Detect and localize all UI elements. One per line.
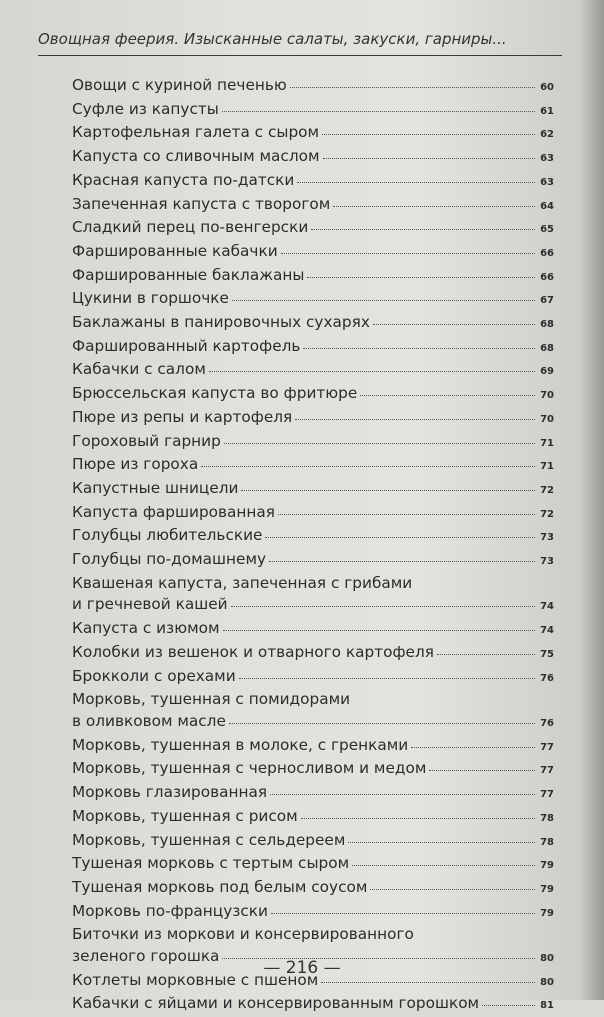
toc-entry-page: 75: [540, 648, 554, 660]
toc-entry-row: [72, 806, 554, 830]
dot-leader: [224, 443, 535, 444]
toc-entry: [72, 194, 554, 218]
toc-entry: [72, 642, 554, 666]
toc-entry-row: [72, 901, 554, 925]
toc-entry-title: Капустные шницели: [72, 478, 239, 497]
dot-leader: [429, 770, 535, 771]
toc-entry-row: [72, 830, 554, 854]
dot-leader: [437, 654, 535, 655]
toc-entry-title: Кабачки с салом: [72, 360, 206, 379]
toc-entry-title: Капуста фаршированная: [72, 502, 275, 521]
toc-entry: [72, 853, 554, 877]
toc-entry: [72, 758, 554, 782]
toc-entry-page: 63: [540, 153, 554, 165]
toc-entry-title-line: Квашеная капуста, запеченная с грибами: [72, 573, 413, 592]
toc-entry: [72, 359, 554, 383]
toc-entry: [72, 618, 554, 642]
dot-leader: [281, 253, 535, 254]
dot-leader: [271, 913, 535, 914]
toc-entry-row: [72, 359, 554, 383]
toc-entry-row: [72, 594, 554, 618]
toc-entry-title: Кабачки с яйцами и консервированным горошком: [72, 994, 480, 1013]
toc-entry-page: 66: [540, 271, 554, 283]
dot-leader: [241, 490, 535, 491]
dot-leader: [269, 561, 535, 562]
toc-entry: [72, 407, 554, 431]
toc-entry: [72, 431, 554, 455]
toc-entry-page: 62: [540, 129, 554, 141]
dot-leader: [222, 111, 535, 112]
toc-entry-row: [72, 407, 554, 431]
toc-entry-page: 78: [540, 812, 554, 824]
toc-entry: [72, 901, 554, 925]
toc-entry-title: Колобки из вешенок и отварного картофеля: [72, 642, 434, 661]
toc-entry-row: [72, 99, 554, 123]
toc-entry-page: 72: [540, 484, 554, 496]
toc-entry-title: Фаршированный картофель: [72, 336, 301, 355]
dot-leader: [323, 158, 536, 159]
toc-entry-page: 73: [540, 532, 554, 544]
toc-entry-row: [72, 383, 554, 407]
toc-entry-title: Пюре из репы и картофеля: [72, 407, 293, 426]
dot-leader: [295, 419, 535, 420]
dot-leader: [297, 182, 535, 183]
dot-leader: [352, 865, 535, 866]
dot-leader: [411, 747, 535, 748]
dot-leader: [229, 723, 535, 724]
toc-entry-title: Голубцы по-домашнему: [72, 550, 267, 569]
toc-entry: [72, 99, 554, 123]
toc-entry-row: [72, 735, 554, 759]
toc-entry-title: Фаршированные кабачки: [72, 241, 278, 260]
toc-entry-page: 74: [540, 601, 554, 613]
toc-entry-page: 68: [540, 319, 554, 331]
dot-leader: [270, 794, 535, 795]
toc-entry-title: Брюссельская капуста во фритюре: [72, 384, 358, 403]
toc-entry: [72, 689, 554, 734]
toc-entry-title: Запеченная капуста с творогом: [72, 194, 331, 213]
dot-leader: [333, 206, 535, 207]
toc-entry-page: 77: [540, 741, 554, 753]
toc-entry: [72, 525, 554, 549]
toc-entry-page: 72: [540, 508, 554, 520]
toc-entry-title: Брокколи с орехами: [72, 666, 236, 685]
dot-leader: [303, 348, 535, 349]
dot-leader: [360, 395, 535, 396]
toc-entry: [72, 877, 554, 901]
toc-entry-page: 71: [540, 437, 554, 449]
dot-leader: [311, 229, 535, 230]
toc-entry: [72, 312, 554, 336]
toc-entry-page: 76: [540, 717, 554, 729]
toc-entry: [72, 288, 554, 312]
toc-entry-row: [72, 711, 554, 735]
dot-leader: [265, 537, 535, 538]
dot-leader: [239, 678, 535, 679]
toc-entry-row: [72, 782, 554, 806]
dot-leader: [370, 889, 535, 890]
toc-entry-title-line: Биточки из моркови и консервированного: [72, 925, 414, 944]
toc-entry: [72, 782, 554, 806]
toc-entry-page: 79: [540, 907, 554, 919]
toc-entry-row: [72, 336, 554, 360]
toc-entry: [72, 666, 554, 690]
toc-entry-row: [72, 502, 554, 526]
toc-entry-page: 70: [540, 413, 554, 425]
toc-entry-title: Овощи с куриной печенью: [72, 76, 287, 94]
toc-entry-page: 61: [540, 105, 554, 117]
toc-entry-title: Гороховый гарнир: [72, 431, 221, 450]
toc-entry: [72, 336, 554, 360]
toc-entry-title: Баклажаны в панировочных сухарях: [72, 313, 370, 332]
toc-entry-page: 65: [540, 224, 554, 236]
toc-entry-page: 77: [540, 765, 554, 777]
toc-entry-page: 68: [540, 342, 554, 354]
toc-entry-row: [72, 265, 554, 289]
toc-entry-title: Красная капуста по-датски: [72, 170, 295, 189]
toc-entry: [72, 146, 554, 170]
dot-leader: [201, 466, 535, 467]
toc-entry-title: Морковь, тушенная в молоке, с гренками: [72, 735, 409, 754]
toc-entry: [72, 170, 554, 194]
toc-entry-row: [72, 122, 554, 146]
toc-entry-row: [72, 146, 554, 170]
toc-entry-title: Морковь глазированная: [72, 783, 268, 802]
header-rule: [38, 55, 562, 56]
toc-entry-title: Картофельная галета с сыром: [72, 123, 320, 142]
toc-entry: [72, 806, 554, 830]
running-header: Овощная феерия. Изысканные салаты, закуски, гарниры...: [38, 30, 507, 48]
toc-entry-row: [72, 758, 554, 782]
toc-entry-page: 66: [540, 247, 554, 259]
toc-entry-title: Котлеты морковные с пшеном: [72, 970, 319, 989]
toc-entry: [72, 478, 554, 502]
toc-entry-page: 73: [540, 556, 554, 568]
toc-entry-row: [72, 454, 554, 478]
toc-entry-row: [72, 431, 554, 455]
toc-entry-title: Морковь, тушенная с черносливом и медом: [72, 759, 427, 778]
toc-entry-page: 71: [540, 461, 554, 473]
toc-entry-page: 60: [540, 82, 554, 93]
toc-entry-title: и гречневой кашей: [72, 595, 228, 614]
dot-leader: [223, 630, 535, 631]
toc-entry-page: 80: [540, 953, 554, 965]
page-number: — 216 —: [263, 958, 341, 978]
dot-leader: [322, 134, 535, 135]
toc-entry: [72, 993, 554, 1017]
toc-entry-row: [72, 241, 554, 265]
table-of-contents: [72, 75, 554, 1017]
toc-entry-row: [72, 877, 554, 901]
toc-entry-row: [72, 618, 554, 642]
toc-entry: [72, 265, 554, 289]
dot-leader: [482, 1005, 535, 1006]
toc-entry-title: Морковь по-французски: [72, 901, 268, 920]
toc-entry-row: [72, 642, 554, 666]
toc-entry: [72, 549, 554, 573]
toc-entry-title: Тушеная морковь под белым соусом: [72, 877, 368, 896]
toc-entry-row: [72, 75, 554, 99]
toc-entry-row: [72, 525, 554, 549]
toc-entry-row: [72, 478, 554, 502]
dot-leader: [232, 300, 535, 301]
toc-entry: [72, 75, 554, 99]
toc-entry: [72, 735, 554, 759]
toc-entry: [72, 383, 554, 407]
toc-entry-title: Морковь, тушенная с рисом: [72, 806, 298, 825]
toc-entry-page: 67: [540, 295, 554, 307]
toc-entry-title-line: Морковь, тушенная с помидорами: [72, 690, 351, 709]
toc-entry: [72, 217, 554, 241]
dot-leader: [290, 87, 535, 88]
toc-entry-title: в оливковом масле: [72, 711, 226, 730]
toc-entry: [72, 573, 554, 618]
toc-entry: [72, 122, 554, 146]
toc-entry-page: 76: [540, 672, 554, 684]
toc-entry-row: [72, 853, 554, 877]
toc-entry-page: 74: [540, 625, 554, 637]
toc-entry-page: 79: [540, 860, 554, 872]
toc-entry-title: Фаршированные баклажаны: [72, 265, 305, 284]
toc-entry-row: [72, 288, 554, 312]
toc-entry-row: [72, 170, 554, 194]
toc-entry: [72, 830, 554, 854]
toc-entry-title: Капуста со сливочным маслом: [72, 147, 320, 166]
toc-entry: [72, 502, 554, 526]
dot-leader: [209, 371, 535, 372]
toc-entry-title: зеленого горошка: [72, 947, 220, 966]
toc-entry-page: 77: [540, 789, 554, 801]
dot-leader: [307, 277, 535, 278]
toc-entry: [72, 241, 554, 265]
toc-entry-row: [72, 549, 554, 573]
dot-leader: [231, 606, 535, 607]
dot-leader: [373, 324, 535, 325]
toc-entry-page: 70: [540, 390, 554, 402]
dot-leader: [348, 842, 535, 843]
toc-entry-title: Тушеная морковь с тертым сыром: [72, 854, 350, 873]
toc-entry-title: Пюре из гороха: [72, 455, 199, 474]
toc-entry-page: 63: [540, 176, 554, 188]
toc-entry-page: 81: [540, 1000, 554, 1012]
toc-entry-title: Морковь, тушенная с сельдереем: [72, 830, 346, 849]
toc-entry-page: 64: [540, 200, 554, 212]
toc-entry-page: 69: [540, 366, 554, 378]
toc-entry-row: [72, 312, 554, 336]
dot-leader: [321, 982, 535, 983]
toc-entry-title: Цукини в горшочке: [72, 289, 229, 308]
toc-entry: [72, 454, 554, 478]
toc-entry-title: Голубцы любительские: [72, 526, 263, 545]
toc-entry-title: Сладкий перец по-венгерски: [72, 218, 309, 237]
toc-entry-row: [72, 194, 554, 218]
toc-entry-page: 79: [540, 883, 554, 895]
toc-entry-title: Капуста с изюмом: [72, 619, 220, 638]
toc-entry-row: [72, 666, 554, 690]
toc-entry-page: 80: [540, 976, 554, 988]
dot-leader: [278, 514, 535, 515]
toc-entry-row: [72, 993, 554, 1017]
dot-leader: [301, 818, 535, 819]
toc-entry-row: [72, 217, 554, 241]
toc-entry-page: 78: [540, 836, 554, 848]
toc-entry-title: Суфле из капусты: [72, 99, 219, 118]
